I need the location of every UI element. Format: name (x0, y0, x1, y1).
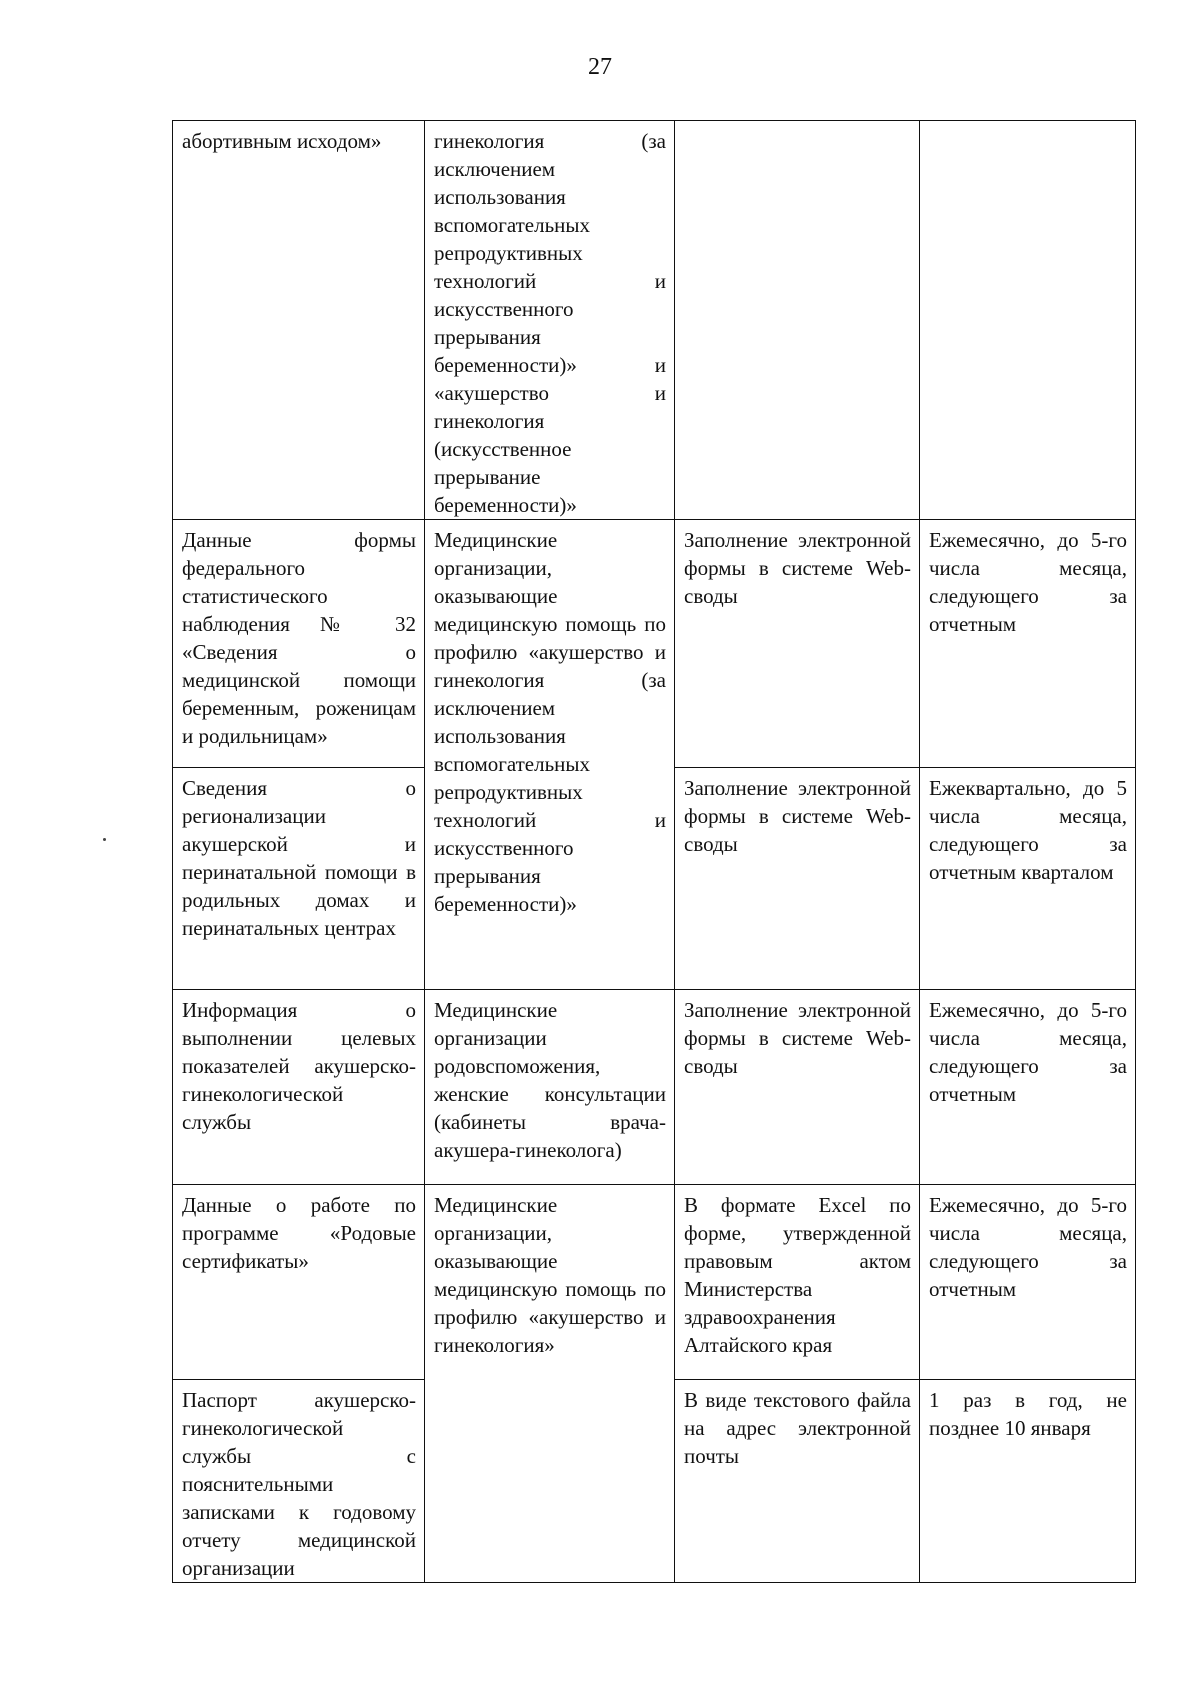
deadline-cell: Ежемесячно, до 5-го числа месяца, следующего за отчетным (920, 990, 1136, 1185)
method-cell: Заполнение электронной формы в системе Web-своды (675, 768, 920, 990)
organizations-cell: Медицинские организации родовспоможения, женские консультации (кабинеты врача-акушера-гинеколога) (425, 990, 675, 1185)
deadline-cell: Ежемесячно, до 5-го числа месяца, следующего за отчетным (920, 1185, 1136, 1380)
deadline-cell: Ежеквартально, до 5 числа месяца, следующего за отчетным кварталом (920, 768, 1136, 990)
report-name-cell: Данные о работе по программе «Родовые сертификаты» (173, 1185, 425, 1380)
method-cell: Заполнение электронной формы в системе Web-своды (675, 990, 920, 1185)
report-name-cell: Сведения о регионализации акушерской и перинатальной помощи в родильных домах и перинатальных центрах (173, 768, 425, 990)
page-number: 27 (588, 54, 612, 80)
report-name-cell: абортивным исходом» (173, 121, 425, 520)
method-cell: В формате Excel по форме, утвержденной правовым актом Министерства здравоохранения Алтайского края (675, 1185, 920, 1380)
deadline-cell (920, 121, 1136, 520)
table-row (173, 520, 1136, 768)
deadline-cell: 1 раз в год, не позднее 10 января (920, 1380, 1136, 1583)
table-row (173, 990, 1136, 1185)
scan-speck (103, 838, 106, 841)
table-row (173, 121, 1136, 520)
table-row (173, 1185, 1136, 1380)
method-cell: Заполнение электронной формы в системе Web-своды (675, 520, 920, 768)
reporting-table (172, 120, 1136, 1583)
method-cell (675, 121, 920, 520)
report-name-cell: Паспорт акушерско-гинекологической службы с пояснительными записками к годовому отчету медицинской организации (173, 1380, 425, 1583)
report-name-cell: Данные формы федерального статистического наблюдения № 32 «Сведения о медицинской помощи беременным, роженицам и родильницам» (173, 520, 425, 768)
deadline-cell: Ежемесячно, до 5-го числа месяца, следующего за отчетным (920, 520, 1136, 768)
method-cell: В виде текстового файла на адрес электронной почты (675, 1380, 920, 1583)
organizations-cell: гинекология (за исключением использования вспомогательных репродуктивных технологий и искусственного прерывания беременности)» и «акушерство и гинекология (искусственное прерывание беременности)» (425, 121, 675, 520)
report-name-cell: Информация о выполнении целевых показателей акушерско-гинекологической службы (173, 990, 425, 1185)
organizations-cell: Медицинские организации, оказывающие медицинскую помощь по профилю «акушерство и гинекология (за исключением использования вспомогательных репродуктивных технологий и искусственного прерывания беременности)» (425, 520, 675, 990)
organizations-cell: Медицинские организации, оказывающие медицинскую помощь по профилю «акушерство и гинекология» (425, 1185, 675, 1583)
